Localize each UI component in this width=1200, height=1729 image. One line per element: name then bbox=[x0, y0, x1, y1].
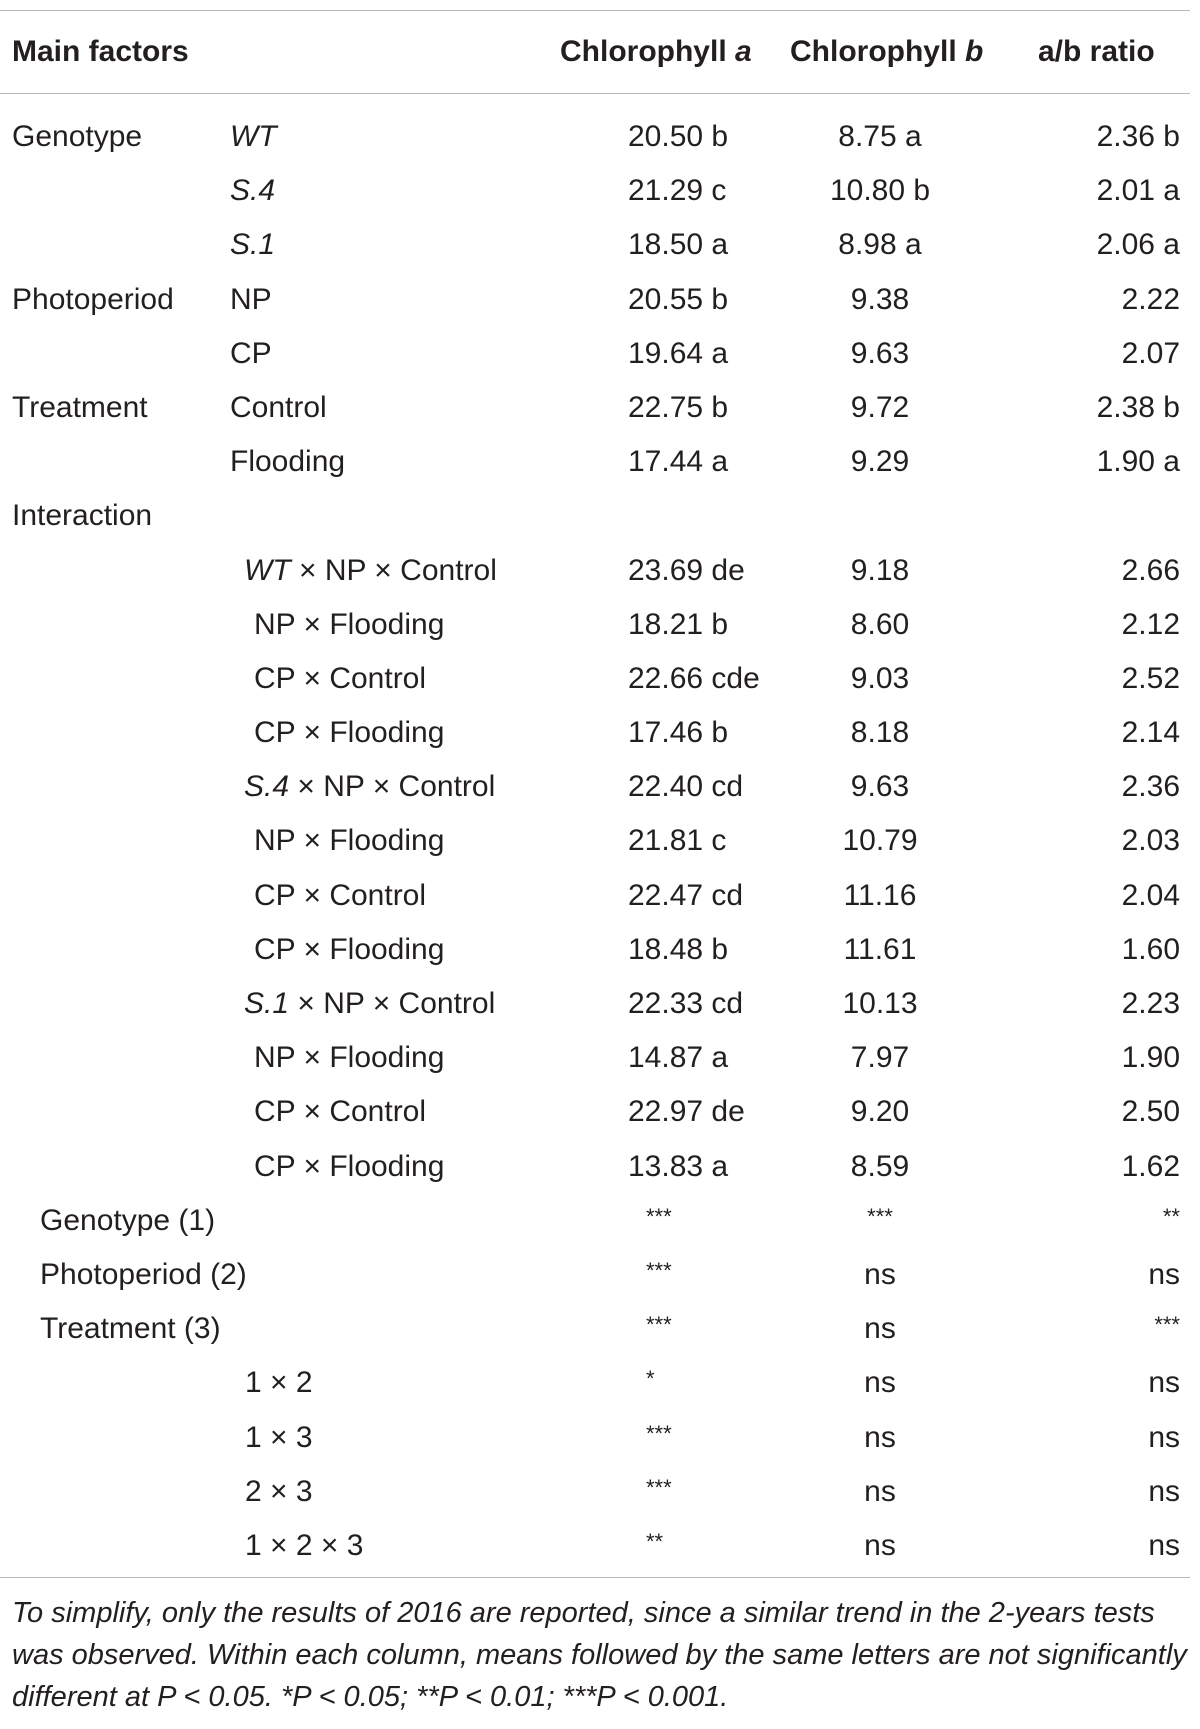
sig-ab-ratio: ns bbox=[1148, 1528, 1180, 1562]
cell-chlorophyll-b: 8.75 a bbox=[838, 120, 922, 153]
sig-chlorophyll-a: *** bbox=[646, 1203, 672, 1229]
cell-chlorophyll-b: 8.98 a bbox=[838, 228, 922, 262]
table-body bbox=[0, 110, 1200, 1573]
sig-ab-ratio: ns bbox=[1148, 1366, 1180, 1400]
table-row bbox=[0, 598, 1200, 652]
cell-ab-ratio: 2.66 bbox=[1121, 553, 1180, 587]
cell-chlorophyll-a: 17.44 a bbox=[628, 445, 729, 479]
sig-chlorophyll-a: *** bbox=[646, 1312, 672, 1338]
sig-ab-ratio: *** bbox=[1154, 1312, 1180, 1338]
cell-ab-ratio: 1.90 bbox=[1121, 1041, 1180, 1075]
sig-chlorophyll-a: ** bbox=[646, 1528, 664, 1554]
cell-chlorophyll-b: 10.13 bbox=[842, 987, 918, 1020]
interaction-term: 1 × 2 × 3 bbox=[245, 1528, 364, 1562]
table-row bbox=[0, 1031, 1200, 1085]
header-chlorophyll-a: Chlorophyll a bbox=[560, 35, 752, 68]
cell-chlorophyll-b: 8.18 bbox=[850, 716, 910, 750]
cell-chlorophyll-a: 19.64 a bbox=[628, 336, 729, 370]
significance-row bbox=[0, 1356, 1200, 1410]
table-row bbox=[0, 435, 1200, 489]
table-row bbox=[0, 381, 1200, 435]
cell-ab-ratio: 2.06 a bbox=[1096, 228, 1180, 262]
table-row bbox=[0, 814, 1200, 868]
table-row bbox=[0, 706, 1200, 760]
level-label: × NP × Control bbox=[298, 553, 497, 587]
cell-chlorophyll-a: 22.97 de bbox=[628, 1095, 745, 1129]
cell-chlorophyll-a: 22.47 cd bbox=[628, 878, 744, 912]
cell-chlorophyll-b: 9.63 bbox=[850, 770, 910, 804]
cell-chlorophyll-a: 22.40 cd bbox=[628, 770, 744, 804]
table-row bbox=[0, 218, 1200, 272]
header-ab-ratio: a/b ratio bbox=[1038, 35, 1155, 68]
cell-chlorophyll-b: 9.29 bbox=[850, 445, 910, 479]
cell-chlorophyll-a: 14.87 a bbox=[628, 1041, 729, 1075]
row-group-label: Treatment bbox=[12, 390, 148, 424]
cell-ab-ratio: 2.50 bbox=[1121, 1095, 1180, 1129]
table-row bbox=[0, 977, 1200, 1031]
cell-chlorophyll-b: 9.72 bbox=[850, 390, 910, 424]
cell-chlorophyll-a: 21.29 c bbox=[628, 174, 727, 208]
level-label: × NP × Control bbox=[297, 770, 496, 804]
table-row bbox=[0, 869, 1200, 923]
header-main-factors: Main factors bbox=[12, 35, 189, 68]
cell-chlorophyll-b: 7.97 bbox=[850, 1041, 910, 1075]
table-footnote: To simplify, only the results of 2016 are reported, since a similar trend in the 2-years tests was observed. Within each column, means followed by the same letters are not significantly different at P < 0.05. *P < 0.05; **P < 0.01; ***P < 0.001. bbox=[12, 1597, 1187, 1713]
row-level-label: Control bbox=[230, 390, 327, 424]
row-level-label: NP bbox=[230, 282, 272, 316]
row-level-label bbox=[244, 544, 497, 598]
significance-row bbox=[0, 1194, 1200, 1248]
sig-chlorophyll-b: ns bbox=[864, 1528, 896, 1562]
sig-chlorophyll-b: ns bbox=[864, 1420, 896, 1454]
cell-chlorophyll-b: 11.16 bbox=[843, 878, 917, 912]
sig-chlorophyll-b: ns bbox=[864, 1474, 896, 1508]
cell-chlorophyll-a: 20.50 b bbox=[628, 120, 729, 153]
genotype-label: WT bbox=[244, 553, 291, 587]
sig-chlorophyll-b: *** bbox=[867, 1203, 893, 1229]
row-level-label bbox=[244, 977, 495, 1031]
cell-chlorophyll-a: 20.55 b bbox=[628, 282, 729, 316]
sig-chlorophyll-a: * bbox=[646, 1366, 655, 1392]
significance-label: Treatment (3) bbox=[40, 1312, 221, 1346]
cell-chlorophyll-a: 18.50 a bbox=[628, 228, 729, 262]
significance-label: Photoperiod (2) bbox=[40, 1257, 247, 1291]
sig-ab-ratio: ** bbox=[1162, 1203, 1180, 1229]
cell-ab-ratio: 1.90 a bbox=[1096, 445, 1180, 479]
table-row bbox=[0, 652, 1200, 706]
cell-chlorophyll-a: 22.75 b bbox=[628, 390, 729, 424]
significance-row bbox=[0, 1465, 1200, 1519]
row-group-label: Genotype bbox=[12, 120, 143, 153]
cell-chlorophyll-b: 8.60 bbox=[850, 607, 910, 641]
cell-chlorophyll-a: 13.83 a bbox=[628, 1149, 729, 1183]
cell-chlorophyll-b: 10.79 bbox=[842, 824, 918, 858]
significance-row bbox=[0, 1519, 1200, 1573]
row-group-label: Interaction bbox=[12, 499, 153, 533]
table-row bbox=[0, 489, 1200, 543]
genotype-label: S.4 bbox=[244, 770, 290, 804]
significance-label: Genotype (1) bbox=[40, 1203, 216, 1237]
cell-ab-ratio: 1.60 bbox=[1121, 932, 1180, 966]
table-row bbox=[0, 544, 1200, 598]
interaction-term: 1 × 3 bbox=[245, 1420, 313, 1454]
cell-chlorophyll-b: 9.03 bbox=[850, 661, 910, 695]
row-level-label: S.4 bbox=[230, 174, 276, 208]
sig-chlorophyll-b: ns bbox=[864, 1366, 896, 1400]
table-row bbox=[0, 923, 1200, 977]
cell-ab-ratio: 2.22 bbox=[1121, 282, 1180, 316]
interaction-term: 2 × 3 bbox=[245, 1474, 313, 1508]
table-row bbox=[0, 760, 1200, 814]
cell-ab-ratio: 2.36 bbox=[1121, 770, 1180, 804]
cell-ab-ratio: 2.01 a bbox=[1096, 174, 1180, 208]
table-row bbox=[0, 327, 1200, 381]
row-level-label: NP × Flooding bbox=[254, 824, 445, 858]
cell-chlorophyll-a: 17.46 b bbox=[628, 716, 729, 750]
cell-chlorophyll-b: 9.18 bbox=[850, 553, 910, 587]
table-row bbox=[0, 110, 1200, 164]
row-level-label: WT bbox=[230, 120, 277, 153]
cell-chlorophyll-b: 9.63 bbox=[850, 336, 910, 370]
sig-ab-ratio: ns bbox=[1148, 1474, 1180, 1508]
header-chlorophyll-b: Chlorophyll b bbox=[790, 35, 984, 68]
cell-ab-ratio: 2.07 bbox=[1121, 336, 1180, 370]
cell-chlorophyll-b: 10.80 b bbox=[829, 174, 931, 208]
cell-chlorophyll-b: 9.20 bbox=[850, 1095, 910, 1129]
bottom-rule bbox=[0, 1577, 1190, 1578]
row-level-label: NP × Flooding bbox=[254, 1041, 445, 1075]
significance-row bbox=[0, 1248, 1200, 1302]
cell-ab-ratio: 2.36 b bbox=[1096, 120, 1180, 153]
cell-chlorophyll-a: 22.33 cd bbox=[628, 987, 744, 1020]
sig-ab-ratio: ns bbox=[1148, 1420, 1180, 1454]
level-label: × NP × Control bbox=[297, 987, 496, 1020]
row-level-label: CP × Flooding bbox=[254, 932, 445, 966]
row-level-label: NP × Flooding bbox=[254, 607, 445, 641]
row-level-label: S.1 bbox=[230, 228, 276, 262]
cell-chlorophyll-a: 18.48 b bbox=[628, 932, 729, 966]
cell-chlorophyll-a: 21.81 c bbox=[628, 824, 727, 858]
sig-chlorophyll-a: *** bbox=[646, 1474, 672, 1500]
cell-chlorophyll-a: 23.69 de bbox=[628, 553, 745, 587]
cell-ab-ratio: 2.14 bbox=[1121, 716, 1180, 750]
cell-chlorophyll-b: 9.38 bbox=[850, 282, 910, 316]
sig-chlorophyll-a: *** bbox=[646, 1257, 672, 1283]
cell-ab-ratio: 2.52 bbox=[1121, 661, 1180, 695]
sig-chlorophyll-b: ns bbox=[864, 1257, 896, 1291]
cell-ab-ratio: 2.23 bbox=[1121, 987, 1180, 1020]
cell-chlorophyll-b: 8.59 bbox=[850, 1149, 910, 1183]
header-rule bbox=[0, 93, 1190, 94]
cell-chlorophyll-b: 11.61 bbox=[843, 932, 917, 966]
significance-row bbox=[0, 1411, 1200, 1465]
row-level-label: CP bbox=[230, 336, 272, 370]
cell-ab-ratio: 2.12 bbox=[1121, 607, 1180, 641]
sig-ab-ratio: ns bbox=[1148, 1257, 1180, 1291]
row-level-label bbox=[244, 760, 495, 814]
row-level-label: CP × Control bbox=[254, 661, 427, 695]
row-level-label: Flooding bbox=[230, 445, 346, 479]
cell-ab-ratio: 2.38 b bbox=[1096, 390, 1180, 424]
row-level-label: CP × Flooding bbox=[254, 1149, 445, 1183]
significance-row bbox=[0, 1302, 1200, 1356]
cell-chlorophyll-a: 22.66 cde bbox=[628, 661, 760, 695]
row-level-label: CP × Flooding bbox=[254, 716, 445, 750]
cell-chlorophyll-a: 18.21 b bbox=[628, 607, 729, 641]
cell-ab-ratio: 2.03 bbox=[1121, 824, 1180, 858]
table-row bbox=[0, 1140, 1200, 1194]
sig-chlorophyll-a: *** bbox=[646, 1420, 672, 1446]
interaction-term: 1 × 2 bbox=[245, 1366, 313, 1400]
cell-ab-ratio: 1.62 bbox=[1121, 1149, 1180, 1183]
genotype-label: S.1 bbox=[244, 987, 290, 1020]
top-rule bbox=[0, 10, 1190, 11]
cell-ab-ratio: 2.04 bbox=[1121, 878, 1180, 912]
table-row bbox=[0, 164, 1200, 218]
row-level-label: CP × Control bbox=[254, 1095, 427, 1129]
row-level-label: CP × Control bbox=[254, 878, 427, 912]
row-group-label: Photoperiod bbox=[12, 282, 174, 316]
table-row bbox=[0, 273, 1200, 327]
sig-chlorophyll-b: ns bbox=[864, 1312, 896, 1346]
table-row bbox=[0, 1085, 1200, 1139]
